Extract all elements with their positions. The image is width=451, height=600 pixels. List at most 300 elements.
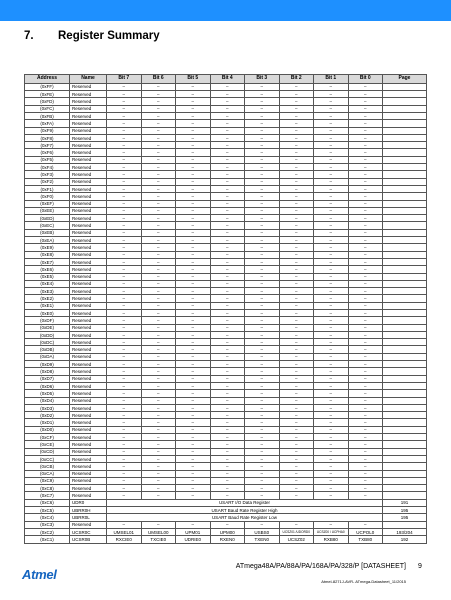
table-cell: (0xC6) (25, 499, 70, 506)
table-cell: – (348, 237, 383, 244)
table-cell: – (176, 207, 211, 214)
table-cell: – (348, 324, 383, 331)
table-cell: – (176, 434, 211, 441)
table-cell: (0xEB) (25, 229, 70, 236)
table-cell: – (314, 222, 349, 229)
table-row (25, 441, 427, 448)
table-cell: – (348, 441, 383, 448)
table-cell: Reserved (70, 463, 107, 470)
table-cell: (0xC9) (25, 477, 70, 484)
table-cell: Reserved (70, 404, 107, 411)
table-cell: – (314, 295, 349, 302)
table-cell: – (314, 280, 349, 287)
table-cell: – (279, 324, 314, 331)
table-cell: – (176, 382, 211, 389)
table-cell: – (279, 397, 314, 404)
table-cell: – (279, 164, 314, 171)
table-cell: – (279, 346, 314, 353)
table-cell: – (176, 448, 211, 455)
table-cell: – (210, 485, 245, 492)
table-cell: – (348, 178, 383, 185)
table-cell: – (107, 142, 142, 149)
table-cell (383, 207, 427, 214)
table-cell: Reserved (70, 185, 107, 192)
table-cell: – (141, 98, 176, 105)
table-row (25, 514, 427, 521)
table-row (25, 463, 427, 470)
table-cell: (0xF0) (25, 193, 70, 200)
table-cell: – (176, 200, 211, 207)
table-cell: – (348, 112, 383, 119)
table-cell: – (107, 368, 142, 375)
table-cell: – (348, 142, 383, 149)
table-cell: – (107, 397, 142, 404)
table-row (25, 142, 427, 149)
table-cell: – (176, 455, 211, 462)
table-cell: – (176, 353, 211, 360)
table-cell: – (279, 419, 314, 426)
table-cell: (0xCF) (25, 434, 70, 441)
table-cell: (0xCC) (25, 455, 70, 462)
table-cell (383, 222, 427, 229)
table-cell: – (314, 317, 349, 324)
table-cell: (0xF1) (25, 185, 70, 192)
table-cell: – (245, 98, 280, 105)
table-cell: UMSEL00 (141, 528, 176, 535)
table-cell: – (210, 477, 245, 484)
table-cell: – (245, 251, 280, 258)
table-cell: – (245, 368, 280, 375)
atmel-logo: Atmel (22, 567, 57, 582)
table-row (25, 266, 427, 273)
table-cell: (0xFB) (25, 112, 70, 119)
table-cell (383, 171, 427, 178)
table-cell: – (176, 149, 211, 156)
table-cell: – (141, 331, 176, 338)
table-cell: – (107, 251, 142, 258)
table-row (25, 127, 427, 134)
table-cell: – (245, 266, 280, 273)
table-cell: – (176, 171, 211, 178)
footer-docref: Atmel-8271J-AVR- ATmega-Datasheet_11/2015 (321, 579, 406, 584)
table-cell: – (210, 368, 245, 375)
table-cell: – (279, 455, 314, 462)
table-cell: Reserved (70, 215, 107, 222)
table-cell: – (245, 310, 280, 317)
section-number: 7. (24, 30, 34, 42)
table-cell: – (279, 339, 314, 346)
table-cell: – (279, 477, 314, 484)
table-cell: – (107, 317, 142, 324)
table-cell: – (176, 222, 211, 229)
table-cell: – (107, 426, 142, 433)
table-cell: – (210, 98, 245, 105)
table-cell: 193/204 (383, 528, 427, 535)
table-cell: – (245, 492, 280, 499)
table-cell: – (245, 222, 280, 229)
table-cell: – (279, 375, 314, 382)
table-cell (383, 317, 427, 324)
table-cell: – (107, 83, 142, 90)
table-cell: – (348, 368, 383, 375)
table-cell: – (245, 237, 280, 244)
table-cell: Reserved (70, 310, 107, 317)
table-cell: Reserved (70, 412, 107, 419)
table-cell (383, 185, 427, 192)
table-cell: – (141, 178, 176, 185)
table-cell: – (176, 280, 211, 287)
table-cell: – (107, 485, 142, 492)
table-row (25, 258, 427, 265)
table-cell (383, 485, 427, 492)
table-cell: (0xF2) (25, 178, 70, 185)
table-row (25, 98, 427, 105)
table-cell: – (107, 164, 142, 171)
table-cell: – (348, 463, 383, 470)
table-cell: – (210, 134, 245, 141)
table-row (25, 324, 427, 331)
table-cell: – (210, 251, 245, 258)
table-cell: – (279, 251, 314, 258)
table-cell: – (314, 426, 349, 433)
table-cell: – (107, 477, 142, 484)
table-cell (383, 112, 427, 119)
table-cell: UCSR0C (70, 528, 107, 535)
table-cell: – (141, 404, 176, 411)
table-cell (383, 266, 427, 273)
table-cell: – (210, 426, 245, 433)
table-cell: 191 (383, 499, 427, 506)
table-row (25, 251, 427, 258)
table-cell: – (141, 477, 176, 484)
table-row (25, 156, 427, 163)
table-row (25, 426, 427, 433)
table-row (25, 485, 427, 492)
table-cell: – (141, 419, 176, 426)
table-row (25, 390, 427, 397)
table-cell: (0xC7) (25, 492, 70, 499)
table-cell: – (107, 222, 142, 229)
table-row (25, 331, 427, 338)
table-cell: – (210, 434, 245, 441)
table-cell: – (279, 112, 314, 119)
table-cell: Reserved (70, 426, 107, 433)
table-cell: – (245, 375, 280, 382)
table-cell: – (210, 390, 245, 397)
table-row (25, 499, 427, 506)
table-cell: Reserved (70, 244, 107, 251)
table-cell: – (141, 441, 176, 448)
table-cell: – (314, 404, 349, 411)
table-cell: (0xDF) (25, 317, 70, 324)
table-row (25, 164, 427, 171)
table-cell: – (314, 127, 349, 134)
table-cell: – (348, 382, 383, 389)
table-cell: (0xF7) (25, 142, 70, 149)
table-cell: – (245, 207, 280, 214)
table-cell: – (348, 455, 383, 462)
table-cell: USART I/O Data Register (107, 499, 383, 506)
table-cell: – (141, 310, 176, 317)
table-cell: – (314, 470, 349, 477)
table-body (25, 83, 427, 543)
table-cell: Reserved (70, 477, 107, 484)
table-cell: – (176, 258, 211, 265)
table-cell: – (141, 142, 176, 149)
table-cell: USART Baud Rate Register High (107, 507, 383, 514)
table-cell: Reserved (70, 266, 107, 273)
table-cell: – (141, 448, 176, 455)
table-cell (383, 288, 427, 295)
table-cell: – (141, 295, 176, 302)
table-cell: – (279, 463, 314, 470)
table-cell: – (176, 127, 211, 134)
table-cell: 192 (383, 536, 427, 543)
table-cell: – (141, 105, 176, 112)
table-cell (383, 397, 427, 404)
table-cell: – (141, 426, 176, 433)
table-header-row (25, 75, 427, 84)
table-cell: – (245, 105, 280, 112)
table-cell: Reserved (70, 156, 107, 163)
table-cell: – (279, 105, 314, 112)
table-cell: – (176, 412, 211, 419)
table-row (25, 207, 427, 214)
table-cell: UCPOL0 (348, 528, 383, 535)
table-cell: – (210, 273, 245, 280)
table-cell: – (314, 258, 349, 265)
table-cell: (0xD1) (25, 419, 70, 426)
table-cell: – (210, 149, 245, 156)
table-cell (383, 310, 427, 317)
table-cell: – (107, 178, 142, 185)
table-cell: (0xF8) (25, 134, 70, 141)
table-cell: Reserved (70, 455, 107, 462)
table-cell: (0xDB) (25, 346, 70, 353)
table-cell: – (210, 295, 245, 302)
table-cell: UPM00 (210, 528, 245, 535)
table-cell: – (176, 368, 211, 375)
table-cell: – (210, 441, 245, 448)
table-cell: – (210, 382, 245, 389)
table-cell: – (107, 280, 142, 287)
table-cell: (0xE5) (25, 273, 70, 280)
table-cell: Reserved (70, 127, 107, 134)
table-cell: RXB80 (314, 536, 349, 543)
table-cell: – (279, 83, 314, 90)
table-cell: – (314, 390, 349, 397)
table-cell: – (279, 127, 314, 134)
table-cell: – (107, 193, 142, 200)
table-cell (383, 295, 427, 302)
table-cell: – (176, 83, 211, 90)
table-cell: – (176, 112, 211, 119)
table-cell: – (141, 244, 176, 251)
table-cell: – (245, 470, 280, 477)
section-title: Register Summary (58, 30, 160, 42)
table-cell: – (245, 164, 280, 171)
table-cell: – (107, 492, 142, 499)
table-cell: – (107, 105, 142, 112)
table-cell: – (245, 317, 280, 324)
table-cell: – (176, 477, 211, 484)
table-cell: Reserved (70, 178, 107, 185)
table-cell: – (141, 193, 176, 200)
table-cell: – (245, 441, 280, 448)
table-row (25, 507, 427, 514)
table-cell: (0xF4) (25, 164, 70, 171)
table-cell: – (141, 251, 176, 258)
table-cell: – (279, 448, 314, 455)
table-cell: (0xC8) (25, 485, 70, 492)
table-cell (383, 353, 427, 360)
table-row (25, 346, 427, 353)
table-cell: (0xEC) (25, 222, 70, 229)
table-cell (383, 178, 427, 185)
table-cell: (0xFD) (25, 98, 70, 105)
table-cell: – (210, 237, 245, 244)
table-cell: – (314, 193, 349, 200)
table-cell: – (348, 353, 383, 360)
table-cell: – (348, 207, 383, 214)
table-cell: – (314, 441, 349, 448)
table-cell: Reserved (70, 142, 107, 149)
table-row (25, 178, 427, 185)
table-cell: – (279, 266, 314, 273)
table-cell: UBRR0L (70, 514, 107, 521)
table-cell: – (107, 390, 142, 397)
table-cell: (0xD6) (25, 382, 70, 389)
table-cell (383, 463, 427, 470)
column-header: Bit 5 (176, 75, 211, 84)
table-cell: – (107, 149, 142, 156)
table-cell (383, 441, 427, 448)
table-cell: – (279, 470, 314, 477)
table-cell: – (107, 339, 142, 346)
table-cell: – (348, 331, 383, 338)
table-cell: – (348, 120, 383, 127)
table-row (25, 353, 427, 360)
table-cell (383, 324, 427, 331)
table-cell (383, 361, 427, 368)
table-cell: Reserved (70, 164, 107, 171)
table-row (25, 222, 427, 229)
column-header: Bit 2 (279, 75, 314, 84)
table-cell: – (279, 288, 314, 295)
table-cell: – (279, 485, 314, 492)
table-cell: – (314, 521, 349, 528)
table-cell: – (245, 280, 280, 287)
table-cell: – (314, 463, 349, 470)
column-header: Bit 3 (245, 75, 280, 84)
table-cell: – (141, 485, 176, 492)
table-cell: – (348, 426, 383, 433)
table-cell: – (107, 295, 142, 302)
table-cell: – (107, 324, 142, 331)
table-cell: (0xCA) (25, 470, 70, 477)
table-cell: Reserved (70, 105, 107, 112)
table-cell: – (279, 258, 314, 265)
table-cell (383, 83, 427, 90)
table-cell: (0xD0) (25, 426, 70, 433)
table-cell: – (245, 244, 280, 251)
table-row (25, 455, 427, 462)
table-cell (383, 331, 427, 338)
table-cell: – (348, 375, 383, 382)
table-cell: – (348, 156, 383, 163)
table-cell: – (314, 485, 349, 492)
table-cell: Reserved (70, 98, 107, 105)
table-cell: Reserved (70, 353, 107, 360)
table-cell: – (245, 185, 280, 192)
table-cell: – (314, 266, 349, 273)
table-cell: – (348, 222, 383, 229)
table-cell: – (107, 463, 142, 470)
table-cell: (0xCE) (25, 441, 70, 448)
table-row (25, 91, 427, 98)
table-cell (383, 448, 427, 455)
table-cell: – (245, 426, 280, 433)
table-cell (383, 120, 427, 127)
table-cell: (0xD5) (25, 390, 70, 397)
table-cell: – (141, 237, 176, 244)
table-cell: – (176, 142, 211, 149)
table-cell: – (245, 419, 280, 426)
table-cell (383, 419, 427, 426)
table-row (25, 521, 427, 528)
table-cell: – (348, 434, 383, 441)
table-row (25, 83, 427, 90)
table-cell: – (210, 215, 245, 222)
table-cell: – (245, 390, 280, 397)
table-cell: (0xE1) (25, 302, 70, 309)
table-row (25, 273, 427, 280)
table-cell: UCSZ02 (279, 536, 314, 543)
table-cell: Reserved (70, 280, 107, 287)
table-cell: Reserved (70, 419, 107, 426)
table-cell: Reserved (70, 368, 107, 375)
table-cell (383, 455, 427, 462)
table-cell: (0xC3) (25, 521, 70, 528)
table-cell: (0xC4) (25, 514, 70, 521)
table-cell: (0xFC) (25, 105, 70, 112)
table-row (25, 193, 427, 200)
table-cell: – (314, 346, 349, 353)
table-cell: – (314, 91, 349, 98)
table-cell: – (245, 404, 280, 411)
table-cell: – (245, 200, 280, 207)
table-cell: – (314, 237, 349, 244)
table-cell: – (141, 83, 176, 90)
table-cell: – (141, 91, 176, 98)
table-row (25, 528, 427, 535)
table-cell (383, 215, 427, 222)
table-cell: (0xF5) (25, 156, 70, 163)
table-cell: Reserved (70, 200, 107, 207)
table-cell: – (245, 448, 280, 455)
table-cell: – (314, 120, 349, 127)
table-cell: – (210, 178, 245, 185)
table-cell: – (141, 229, 176, 236)
table-cell: – (176, 485, 211, 492)
table-cell (383, 105, 427, 112)
table-cell: – (107, 156, 142, 163)
table-cell: – (107, 171, 142, 178)
footer-title: ATmega48A/PA/88A/PA/168A/PA/328/P [DATASHEET] (235, 563, 406, 570)
table-cell: Reserved (70, 434, 107, 441)
table-cell: – (107, 310, 142, 317)
table-cell: – (176, 470, 211, 477)
